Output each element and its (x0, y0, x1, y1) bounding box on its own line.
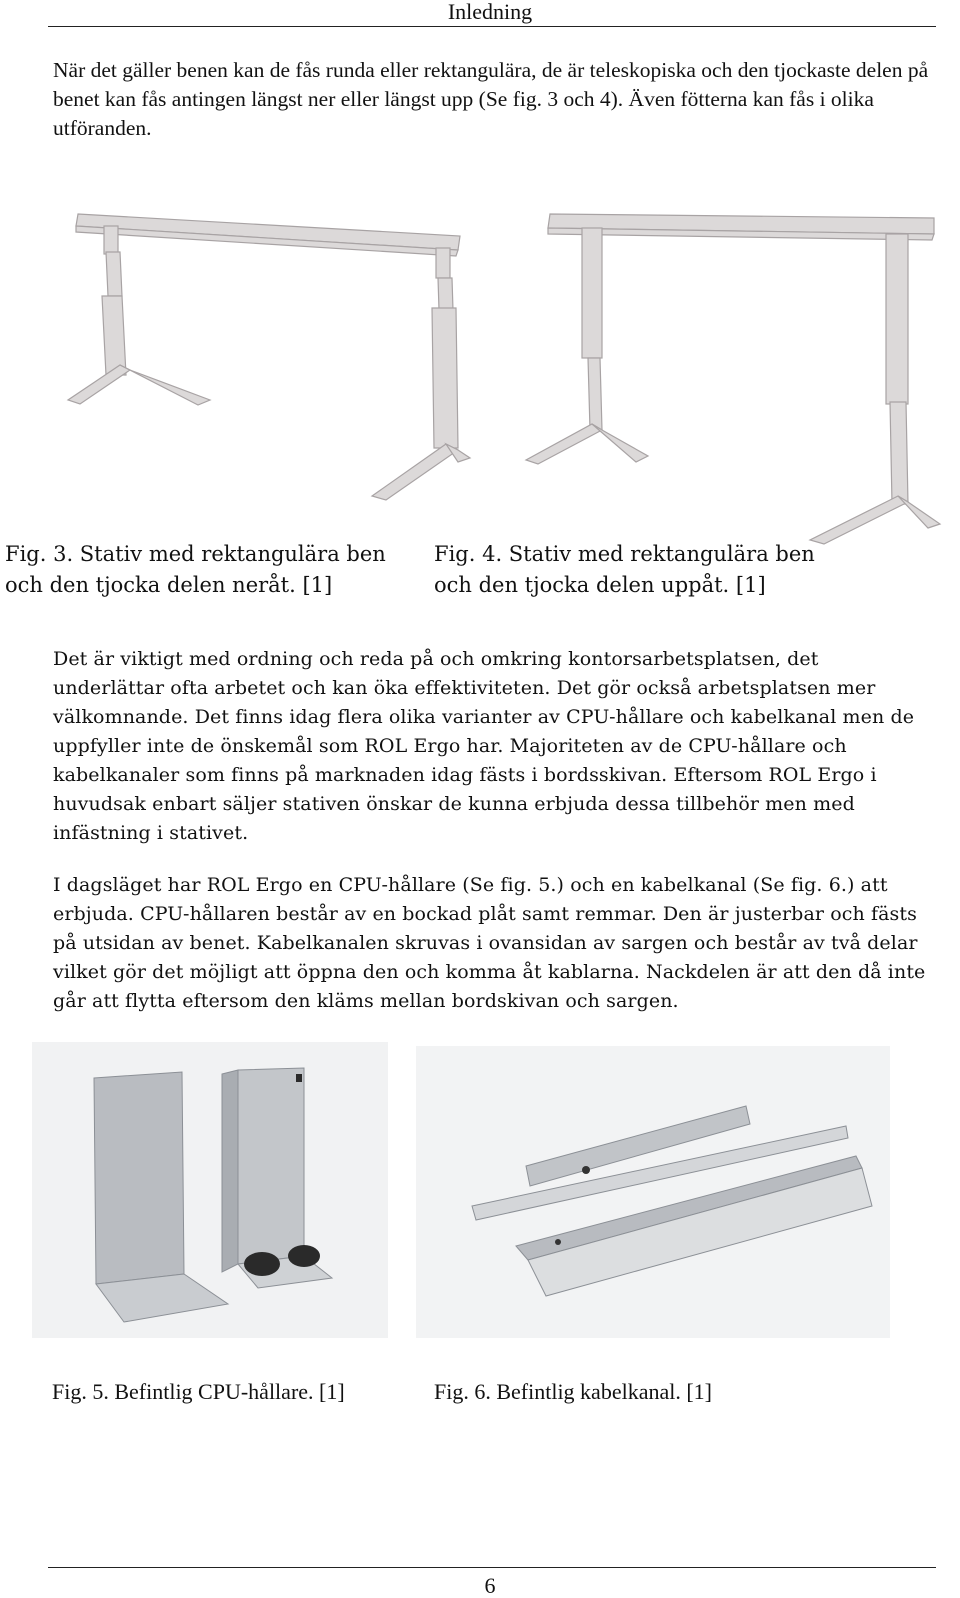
footer-divider (48, 1567, 936, 1568)
header-divider (48, 26, 936, 27)
figure-6-cable-channel-image (416, 1046, 890, 1338)
figure-5-caption: Fig. 5. Befintlig CPU-hållare. [1] (52, 1379, 345, 1404)
intro-paragraph: När det gäller benen kan de fås runda eller rektangulära, de är teleskopiska och den tjockaste delen på benet kan fås antingen längst ner eller längst upp (Se fig. 3 och 4). Även fötterna kan fås i olika utföranden. (53, 58, 929, 140)
figure-6-caption: Fig. 6. Befintlig kabelkanal. [1] (434, 1379, 712, 1404)
figure-4-caption-line-1: Fig. 4. Stativ med rektangulära ben (434, 542, 815, 566)
figure-3-desk-frame-image (60, 200, 480, 520)
figure-5-cpu-holder-image (32, 1042, 388, 1338)
body-paragraph-2: I dagsläget har ROL Ergo en CPU-hållare (Se fig. 5.) och en kabelkanal (Se fig. 6.) att erbjuda. CPU-hållaren består av en bockad plåt samt remmar. Den är justerbar och fästs på utsidan av benet. Kabelkanalen skruvas i ovansidan av sargen och består av två delar vilket gör det möjligt att öppna den och komma åt kablarna. Nackdelen är att den då inte går att flytta eftersom den kläms mellan bordskivan och sargen. (53, 874, 926, 1012)
page-header-title: Inledning (447, 0, 533, 24)
figure-3-caption-line-1: Fig. 3. Stativ med rektangulära ben (5, 542, 386, 566)
figure-4-desk-frame-image (510, 204, 950, 554)
page-number: 6 (484, 1573, 496, 1598)
figure-3-caption-line-2: och den tjocka delen neråt. [1] (5, 573, 333, 597)
figure-4-caption-line-2: och den tjocka delen uppåt. [1] (434, 573, 766, 597)
body-paragraph-1: Det är viktigt med ordning och reda på och omkring kontorsarbetsplatsen, det underlättar ofta arbetet och kan öka effektiviteten. Det gör också arbetsplatsen mer välkomnande. Det finns idag flera olika varianter av CPU-hållare och kabelkanal men de uppfyller inte de önskemål som ROL Ergo har. Majoriteten av de CPU-hållare och kabelkanaler som finns på marknaden idag fästs i bordsskivan. Eftersom ROL Ergo i huvudsak enbart säljer stativen önskar de kunna erbjuda dessa tillbehör men med infästning i stativet. (53, 648, 915, 844)
